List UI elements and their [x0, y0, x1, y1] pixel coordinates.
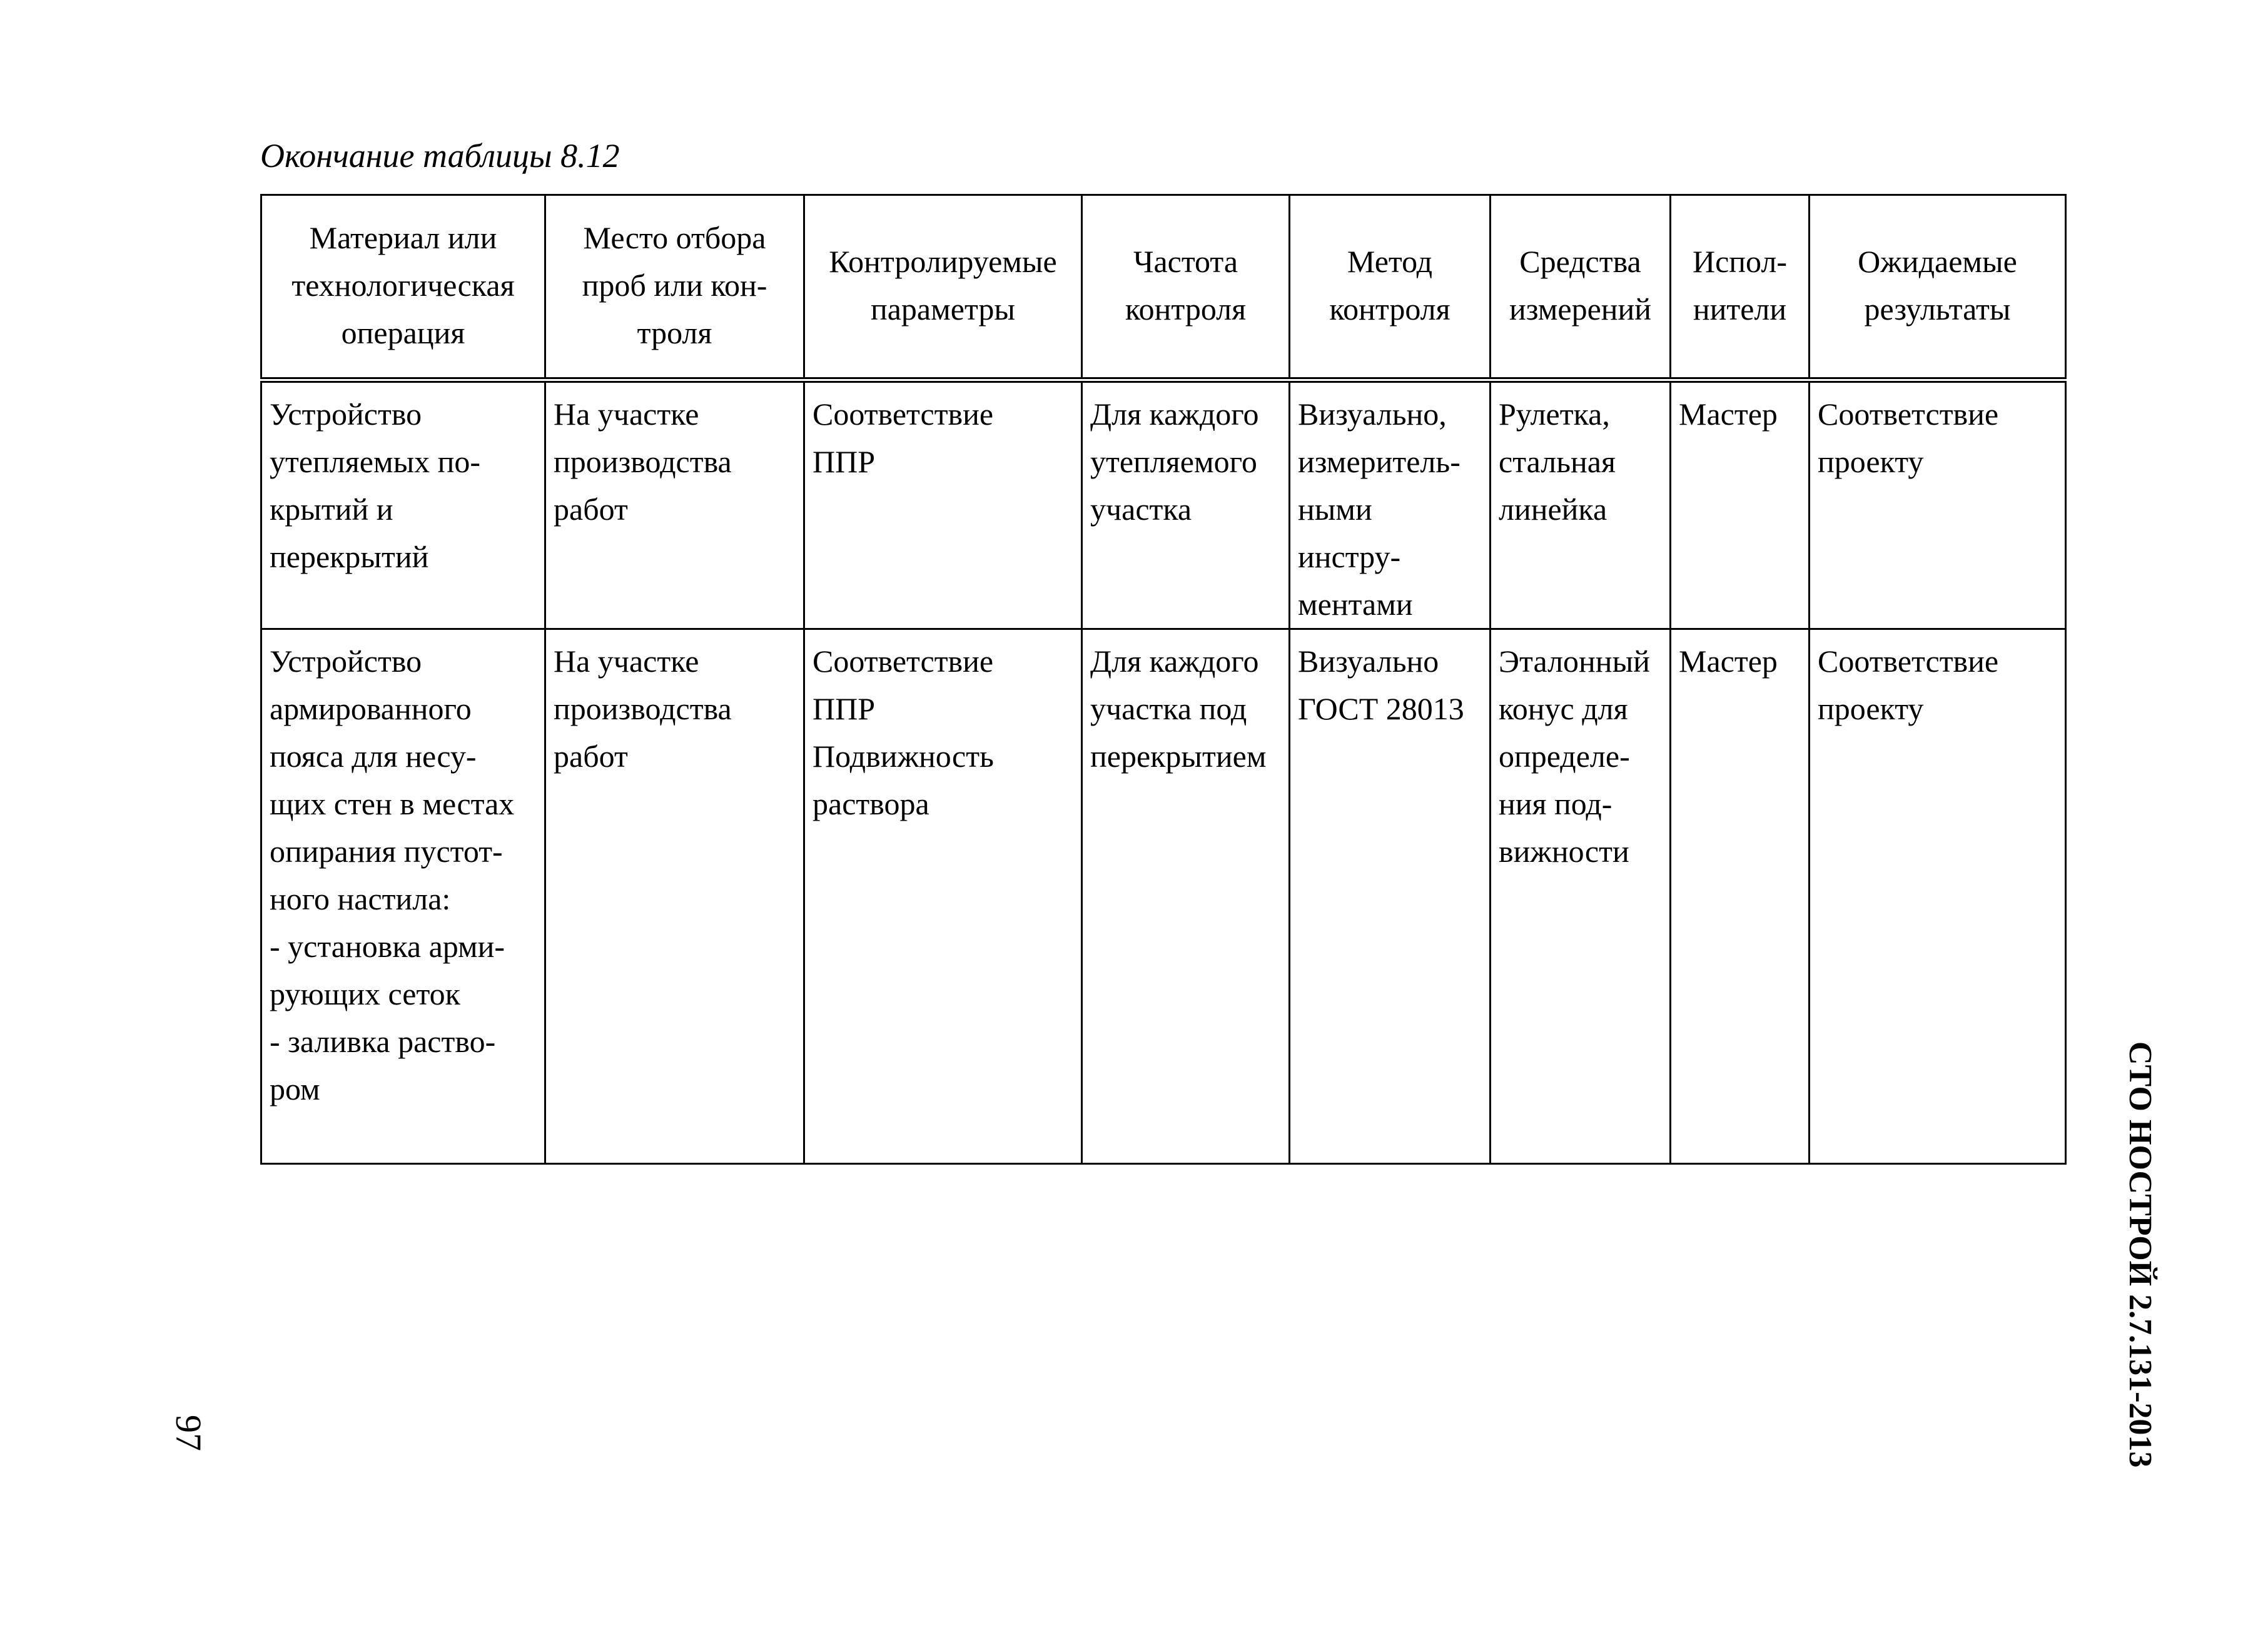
table-cell: Рулетка, стальная линейка — [1491, 380, 1671, 629]
table-cell: Устройство утепляемых по- крытий и перекрытий — [261, 380, 545, 629]
table-cell: Соответствие ППР Подвижность раствора — [804, 629, 1082, 1164]
header-expected-results: Ожидаемые результаты — [1810, 195, 2066, 380]
header-parameters: Контролируемые параметры — [804, 195, 1082, 380]
table-header-row — [261, 195, 2066, 380]
page-number: 97 — [168, 1415, 209, 1451]
table-cell: Соответствие проекту — [1810, 380, 2066, 629]
table-cell: На участке производства работ — [545, 629, 804, 1164]
table-cell: Для каждого утепляемого участка — [1082, 380, 1290, 629]
control-table-grid — [260, 194, 2067, 1165]
document-code: СТО НОСТРОЙ 2.7.131-2013 — [2122, 1041, 2158, 1468]
table-cell: Визуально ГОСТ 28013 — [1290, 629, 1491, 1164]
table-cell: Мастер — [1671, 629, 1810, 1164]
table-cell: Соответствие проекту — [1810, 629, 2066, 1164]
table-cell: Для каждого участка под перекрытием — [1082, 629, 1290, 1164]
header-material: Материал или технологическая операция — [261, 195, 545, 380]
table-cell: Визуально, измеритель- ными инстру- ментами — [1290, 380, 1491, 629]
table-cell: Эталонный конус для определе- ния под- вижности — [1491, 629, 1671, 1164]
table-cell: Мастер — [1671, 380, 1810, 629]
control-table — [260, 194, 2065, 1165]
header-instruments: Средства измерений — [1491, 195, 1671, 380]
header-sampling-place: Место отбора проб или кон- троля — [545, 195, 804, 380]
table-cell: Устройство армированного пояса для несу- щих стен в местах опирания пустот- ного настила: - установка арми- рующих сеток - заливка раство- ром — [261, 629, 545, 1164]
header-frequency: Частота контроля — [1082, 195, 1290, 380]
table-row — [261, 380, 2066, 629]
table-cell: На участке производства работ — [545, 380, 804, 629]
table-row — [261, 629, 2066, 1164]
table-caption: Окончание таблицы 8.12 — [260, 137, 620, 175]
header-method: Метод контроля — [1290, 195, 1491, 380]
header-performers: Испол- нители — [1671, 195, 1810, 380]
table-cell: Соответствие ППР — [804, 380, 1082, 629]
